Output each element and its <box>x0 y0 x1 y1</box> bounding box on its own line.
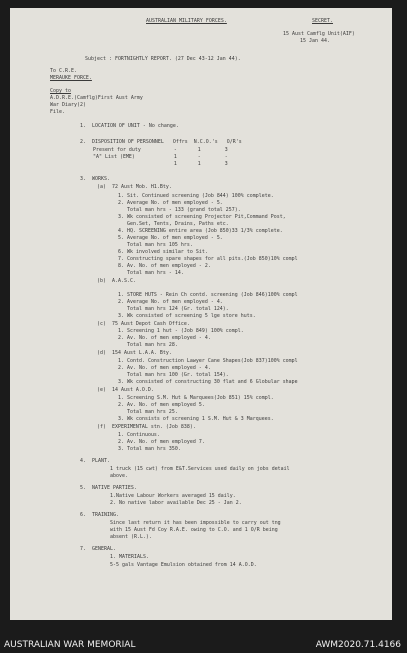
document-line: Total man hrs 25. <box>118 409 178 415</box>
document-line: Gen.Set, Tents, Drains, Paths etc. <box>118 221 229 227</box>
document-line: 6. TRAINING. <box>80 512 119 518</box>
document-line: 1. MATERIALS. <box>110 554 149 560</box>
document-line: Total man hrs - 14. <box>118 270 184 276</box>
document-line: (b) A.A.S.C. <box>97 278 136 284</box>
document-line: 1. STORE HUTS - Rein Ch contd. screening (Job 846)100% compl <box>118 292 298 298</box>
document-line: 15 Aust Camflg Unit(AIF) <box>283 31 355 37</box>
document-line: 2. Av. No. of men employed 5. <box>118 402 205 408</box>
document-line: MERAUKE FORCE. <box>50 75 92 81</box>
document-line: 5. NATIVE PARTIES. <box>80 485 137 491</box>
document-line: 2. DISPOSITION OF PERSONNEL Offrs N.C.O.'s O/R's <box>80 139 242 145</box>
document-line: 2. Av. No. of men employed 7. <box>118 439 205 445</box>
document-line: 1. Sit. Continued screening (Job 844) 100% complete. <box>118 193 274 199</box>
document-line: 15 Jan 44. <box>300 38 330 44</box>
document-line: 4. PLANT. <box>80 458 110 464</box>
document-line: 1. Screening 1 hut - (Job 849) 100% compl. <box>118 328 244 334</box>
document-line: 3. Wk consisted of screening 5 lge store huts. <box>118 313 256 319</box>
document-line: 7. GENERAL. <box>80 546 116 552</box>
document-line: 5. Average No. of men employed - 5. <box>118 235 223 241</box>
document-line: (f) EXPERIMENTAL stn. (Job 838). <box>97 424 196 430</box>
document-line: 3. Wk consisted of constructing 30 flat and 6 Globular shape <box>118 379 298 385</box>
document-line: Present for duty - 1 3 <box>93 147 228 153</box>
document-line: A.D.R.E.(Camflg)First Aust Army <box>50 95 143 101</box>
document-line: Since last return it has been impossible to carry out tng <box>110 520 281 526</box>
document-line: (c) 75 Aust Depot Cash Office. <box>97 321 190 327</box>
document-line: above. <box>110 473 128 479</box>
document-line: with 15 Aust Fd Coy R.A.E. owing to C.O. and 1 O/R being <box>110 527 278 533</box>
document-line: 1 truck (15 cwt) from E&T.Services used daily on jobs detail <box>110 466 290 472</box>
document-line: 1. LOCATION OF UNIT - No change. <box>80 123 179 129</box>
document-line: 2. Av. No. of men employed - 4. <box>118 365 211 371</box>
document-line: 1. Contd. Construction Lawyer Cane Shapes(Job 837)100% compl <box>118 358 298 364</box>
document-line: 2. Av. No. of men employed - 4. <box>118 335 211 341</box>
document-line: 1 1 3 <box>93 161 228 167</box>
document-line: 5-5 gals Vantage Emulsion obtained from 14 A.O.D. <box>110 562 257 568</box>
document-line: 6. Wk involved similar to Sit. <box>118 249 208 255</box>
document-line: Total man hrs 100 (Gr. total 154). <box>118 372 229 378</box>
document-line: 1.Native Labour Workers averaged 15 daily. <box>110 493 236 499</box>
document-line: (a) 72 Aust Mob. H1.Bty. <box>97 184 172 190</box>
document-line: Copy to <box>50 88 71 94</box>
document-line: Total man hrs 28. <box>118 342 178 348</box>
document-line: Total man hrs - 133 (grand total 257). <box>118 207 241 213</box>
document-line: 7. Constructing spare shapes for all pits.(Job 850)10% compl <box>118 256 298 262</box>
document-line: 3. Wk consisted of screening Projector Pit,Command Post, <box>118 214 286 220</box>
footer-accession-number: AWM2020.71.4166 <box>315 640 401 650</box>
document-line: 2. Average No. of men employed - 4. <box>118 299 223 305</box>
document-line: To C.R.E. <box>50 68 77 74</box>
document-line: 1. Screening S.M. Hut & Marquees(Job 851) 15% compl. <box>118 395 274 401</box>
document-line: 2. Average No. of men employed - 5. <box>118 200 223 206</box>
document-line: (e) 14 Aust A.O.D. <box>97 387 154 393</box>
document-line: 3. Wk consists of screening 1 S.M. Hut & 3 Marquees. <box>118 416 274 422</box>
document-line: AUSTRALIAN MILITARY FORCES. <box>146 18 227 24</box>
document-line: Total man hrs 105 hrs. <box>118 242 193 248</box>
document-line: 3. WORKS. <box>80 176 110 182</box>
document-line: SECRET. <box>312 18 333 24</box>
document-line: 1. Continuous. <box>118 432 160 438</box>
document-line: Subject : FORTNIGHTLY REPORT. (27 Dec 43-12 Jan 44). <box>85 56 241 62</box>
document-line: absent (R.L.). <box>110 534 152 540</box>
document-line: War Diary(2) <box>50 102 86 108</box>
footer-bar <box>0 626 407 653</box>
document-line: File. <box>50 109 65 115</box>
document-line: Total man hrs 124 (Gr. total 124). <box>118 306 229 312</box>
document-page <box>10 8 392 620</box>
document-line: 3. Total man hrs 350. <box>118 446 181 452</box>
document-line: (d) 154 Aust L.A.A. Bty. <box>97 350 172 356</box>
document-line: 2. No native labor available Dec 25 - Jan 2. <box>110 500 242 506</box>
document-line: "A" List (EME) 1 - - <box>93 154 228 160</box>
document-line: 8. Av. No. of men employed - 2. <box>118 263 211 269</box>
footer-credit: AUSTRALIAN WAR MEMORIAL <box>4 640 136 650</box>
document-line: 4. HQ. SCREENING entire area (Job 850)33 1/3% complete. <box>118 228 283 234</box>
